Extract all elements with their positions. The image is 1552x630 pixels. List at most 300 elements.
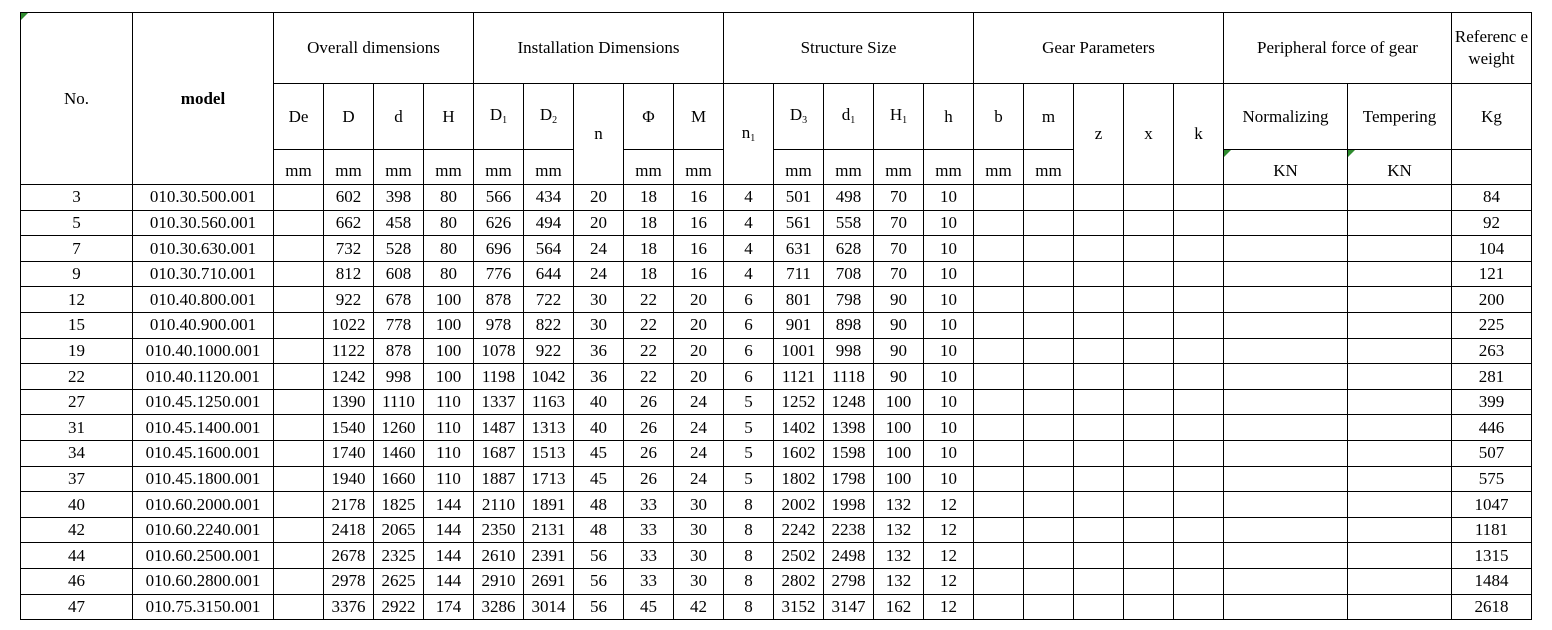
cell-no: 47 — [21, 594, 133, 620]
col-d: d — [374, 84, 424, 150]
cell-D3: 1402 — [774, 415, 824, 441]
cell-D1: 2350 — [474, 517, 524, 543]
cell-h: 12 — [924, 568, 974, 594]
cell-m — [1024, 261, 1074, 287]
cell-n1: 6 — [724, 312, 774, 338]
col-D3 — [774, 84, 824, 150]
cell-tempering — [1348, 261, 1452, 287]
cell-n1: 8 — [724, 492, 774, 518]
cell-tempering — [1348, 466, 1452, 492]
cell-x — [1124, 210, 1174, 236]
cell-De — [274, 261, 324, 287]
cell-z — [1074, 389, 1124, 415]
cell-d: 1110 — [374, 389, 424, 415]
table-row — [21, 543, 1532, 569]
cell-normalizing — [1224, 389, 1348, 415]
cell-n1: 5 — [724, 466, 774, 492]
cell-H: 144 — [424, 517, 474, 543]
cell-H1: 90 — [874, 312, 924, 338]
cell-H: 80 — [424, 261, 474, 287]
cell-n1: 4 — [724, 210, 774, 236]
cell-d1: 998 — [824, 338, 874, 364]
cell-model: 010.60.2800.001 — [133, 568, 274, 594]
cell-H1: 100 — [874, 389, 924, 415]
cell-k — [1174, 312, 1224, 338]
cell-d1: 798 — [824, 287, 874, 313]
header-overall-dimensions: Overall dimensions — [274, 13, 474, 84]
cell-n1: 6 — [724, 287, 774, 313]
cell-m — [1024, 440, 1074, 466]
cell-D1: 978 — [474, 312, 524, 338]
cell-De — [274, 415, 324, 441]
cell-D2: 3014 — [524, 594, 574, 620]
cell-z — [1074, 466, 1124, 492]
cell-h: 10 — [924, 210, 974, 236]
cell-k — [1174, 210, 1224, 236]
cell-M: 16 — [674, 210, 724, 236]
cell-D2: 564 — [524, 236, 574, 262]
cell-kg: 507 — [1452, 440, 1532, 466]
cell-d: 1460 — [374, 440, 424, 466]
cell-D3: 501 — [774, 185, 824, 211]
cell-De — [274, 185, 324, 211]
cell-n: 30 — [574, 312, 624, 338]
cell-m — [1024, 364, 1074, 390]
cell-D1: 776 — [474, 261, 524, 287]
cell-H: 144 — [424, 543, 474, 569]
cell-D2: 1163 — [524, 389, 574, 415]
cell-D: 1740 — [324, 440, 374, 466]
cell-M: 30 — [674, 517, 724, 543]
header-no — [21, 13, 133, 185]
cell-De — [274, 236, 324, 262]
unit-phi: mm — [624, 150, 674, 185]
cell-phi: 26 — [624, 466, 674, 492]
cell-d1: 1998 — [824, 492, 874, 518]
cell-m — [1024, 236, 1074, 262]
cell-phi: 33 — [624, 492, 674, 518]
cell-D: 1540 — [324, 415, 374, 441]
cell-n1: 6 — [724, 364, 774, 390]
cell-b — [974, 210, 1024, 236]
header-no-label: No. — [63, 88, 90, 108]
cell-d1: 2238 — [824, 517, 874, 543]
unit-d1: mm — [824, 150, 874, 185]
col-d1 — [824, 84, 874, 150]
cell-tempering — [1348, 210, 1452, 236]
cell-h: 10 — [924, 185, 974, 211]
col-phi: Φ — [624, 84, 674, 150]
cell-n1: 4 — [724, 236, 774, 262]
cell-kg: 104 — [1452, 236, 1532, 262]
cell-b — [974, 287, 1024, 313]
col-k: k — [1174, 84, 1224, 185]
cell-x — [1124, 287, 1174, 313]
col-De: De — [274, 84, 324, 150]
cell-H: 144 — [424, 492, 474, 518]
unit-D3: mm — [774, 150, 824, 185]
cell-k — [1174, 543, 1224, 569]
cell-no: 44 — [21, 543, 133, 569]
col-z: z — [1074, 84, 1124, 185]
cell-D2: 1713 — [524, 466, 574, 492]
cell-x — [1124, 594, 1174, 620]
table-row — [21, 261, 1532, 287]
cell-x — [1124, 543, 1174, 569]
cell-d: 878 — [374, 338, 424, 364]
cell-d1: 708 — [824, 261, 874, 287]
cell-no: 37 — [21, 466, 133, 492]
cell-z — [1074, 210, 1124, 236]
cell-H: 80 — [424, 236, 474, 262]
cell-m — [1024, 492, 1074, 518]
cell-D2: 494 — [524, 210, 574, 236]
cell-d: 1260 — [374, 415, 424, 441]
cell-m — [1024, 415, 1074, 441]
cell-H: 174 — [424, 594, 474, 620]
cell-H: 100 — [424, 312, 474, 338]
cell-phi: 26 — [624, 440, 674, 466]
cell-D1: 626 — [474, 210, 524, 236]
cell-model: 010.75.3150.001 — [133, 594, 274, 620]
cell-D: 1242 — [324, 364, 374, 390]
cell-d: 778 — [374, 312, 424, 338]
cell-normalizing — [1224, 440, 1348, 466]
cell-x — [1124, 261, 1174, 287]
col-m: m — [1024, 84, 1074, 150]
cell-h: 12 — [924, 543, 974, 569]
cell-d1: 1598 — [824, 440, 874, 466]
table-row — [21, 236, 1532, 262]
cell-normalizing — [1224, 466, 1348, 492]
cell-model: 010.45.1600.001 — [133, 440, 274, 466]
cell-d1: 898 — [824, 312, 874, 338]
cell-kg: 1047 — [1452, 492, 1532, 518]
cell-tempering — [1348, 287, 1452, 313]
cell-tempering — [1348, 594, 1452, 620]
cell-M: 42 — [674, 594, 724, 620]
cell-d1: 3147 — [824, 594, 874, 620]
cell-k — [1174, 568, 1224, 594]
cell-M: 16 — [674, 185, 724, 211]
cell-De — [274, 492, 324, 518]
unit-M: mm — [674, 150, 724, 185]
cell-k — [1174, 440, 1224, 466]
cell-D1: 2110 — [474, 492, 524, 518]
cell-k — [1174, 364, 1224, 390]
cell-D: 662 — [324, 210, 374, 236]
cell-kg: 121 — [1452, 261, 1532, 287]
cell-D: 3376 — [324, 594, 374, 620]
col-D3-subscript: 3 — [802, 115, 808, 127]
cell-H1: 132 — [874, 568, 924, 594]
cell-M: 30 — [674, 543, 724, 569]
cell-z — [1074, 517, 1124, 543]
cell-D: 732 — [324, 236, 374, 262]
cell-M: 30 — [674, 492, 724, 518]
cell-n: 40 — [574, 389, 624, 415]
cell-no: 40 — [21, 492, 133, 518]
cell-no: 46 — [21, 568, 133, 594]
cell-m — [1024, 389, 1074, 415]
cell-phi: 22 — [624, 287, 674, 313]
col-d1-subscript: 1 — [850, 115, 856, 127]
cell-m — [1024, 210, 1074, 236]
col-normalizing: Normalizing — [1224, 84, 1348, 150]
cell-De — [274, 389, 324, 415]
cell-D3: 2242 — [774, 517, 824, 543]
header-reference-weight: Referenc e weight — [1452, 13, 1532, 84]
cell-n: 24 — [574, 236, 624, 262]
cell-D3: 1602 — [774, 440, 824, 466]
cell-k — [1174, 338, 1224, 364]
cell-D1: 1687 — [474, 440, 524, 466]
cell-D3: 631 — [774, 236, 824, 262]
cell-normalizing — [1224, 236, 1348, 262]
cell-b — [974, 440, 1024, 466]
cell-H: 100 — [424, 338, 474, 364]
header-installation-dimensions: Installation Dimensions — [474, 13, 724, 84]
cell-n: 40 — [574, 415, 624, 441]
col-D1-subscript: 1 — [502, 115, 508, 127]
cell-D1: 2610 — [474, 543, 524, 569]
cell-De — [274, 312, 324, 338]
cell-k — [1174, 185, 1224, 211]
cell-D: 2978 — [324, 568, 374, 594]
cell-model: 010.40.1000.001 — [133, 338, 274, 364]
cell-h: 10 — [924, 389, 974, 415]
cell-z — [1074, 236, 1124, 262]
table-row — [21, 389, 1532, 415]
cell-n: 48 — [574, 492, 624, 518]
cell-kg: 575 — [1452, 466, 1532, 492]
cell-phi: 26 — [624, 389, 674, 415]
cell-d1: 2798 — [824, 568, 874, 594]
cell-H1: 70 — [874, 236, 924, 262]
cell-x — [1124, 338, 1174, 364]
unit-D2: mm — [524, 150, 574, 185]
cell-d: 1660 — [374, 466, 424, 492]
cell-h: 10 — [924, 440, 974, 466]
cell-De — [274, 466, 324, 492]
cell-D1: 1487 — [474, 415, 524, 441]
cell-no: 12 — [21, 287, 133, 313]
cell-n: 45 — [574, 466, 624, 492]
cell-b — [974, 517, 1024, 543]
cell-no: 15 — [21, 312, 133, 338]
cell-m — [1024, 517, 1074, 543]
unit-H: mm — [424, 150, 474, 185]
cell-tempering — [1348, 517, 1452, 543]
cell-n: 36 — [574, 338, 624, 364]
cell-z — [1074, 261, 1124, 287]
cell-kg: 92 — [1452, 210, 1532, 236]
cell-D3: 1252 — [774, 389, 824, 415]
cell-no: 27 — [21, 389, 133, 415]
cell-normalizing — [1224, 364, 1348, 390]
cell-n: 24 — [574, 261, 624, 287]
cell-normalizing — [1224, 185, 1348, 211]
cell-D2: 1513 — [524, 440, 574, 466]
cell-H1: 100 — [874, 415, 924, 441]
cell-H1: 90 — [874, 338, 924, 364]
cell-tempering — [1348, 415, 1452, 441]
col-x: x — [1124, 84, 1174, 185]
cell-m — [1024, 287, 1074, 313]
cell-h: 12 — [924, 594, 974, 620]
cell-k — [1174, 389, 1224, 415]
cell-model: 010.40.900.001 — [133, 312, 274, 338]
cell-phi: 18 — [624, 236, 674, 262]
cell-De — [274, 364, 324, 390]
cell-x — [1124, 517, 1174, 543]
cell-model: 010.45.1250.001 — [133, 389, 274, 415]
cell-z — [1074, 594, 1124, 620]
cell-b — [974, 261, 1024, 287]
cell-M: 20 — [674, 364, 724, 390]
cell-D3: 2002 — [774, 492, 824, 518]
cell-normalizing — [1224, 568, 1348, 594]
cell-phi: 18 — [624, 261, 674, 287]
cell-D: 812 — [324, 261, 374, 287]
cell-k — [1174, 594, 1224, 620]
header-peripheral-force: Peripheral force of gear — [1224, 13, 1452, 84]
unit-b: mm — [974, 150, 1024, 185]
cell-x — [1124, 415, 1174, 441]
cell-normalizing — [1224, 492, 1348, 518]
col-b: b — [974, 84, 1024, 150]
cell-d1: 1398 — [824, 415, 874, 441]
cell-x — [1124, 466, 1174, 492]
cell-H1: 100 — [874, 440, 924, 466]
header-model: model — [133, 13, 274, 185]
cell-x — [1124, 568, 1174, 594]
cell-H1: 70 — [874, 210, 924, 236]
unit-H1: mm — [874, 150, 924, 185]
table-row — [21, 517, 1532, 543]
cell-x — [1124, 440, 1174, 466]
cell-tempering — [1348, 364, 1452, 390]
cell-h: 12 — [924, 517, 974, 543]
cell-D1: 878 — [474, 287, 524, 313]
unit-D1: mm — [474, 150, 524, 185]
cell-h: 10 — [924, 261, 974, 287]
col-n1-label: n — [741, 122, 751, 142]
table-row — [21, 415, 1532, 441]
unit-h: mm — [924, 150, 974, 185]
unit-tempering — [1348, 150, 1452, 185]
cell-M: 16 — [674, 261, 724, 287]
cell-d: 528 — [374, 236, 424, 262]
cell-D1: 696 — [474, 236, 524, 262]
cell-H1: 90 — [874, 287, 924, 313]
cell-normalizing — [1224, 287, 1348, 313]
cell-no: 34 — [21, 440, 133, 466]
cell-M: 24 — [674, 389, 724, 415]
cell-z — [1074, 568, 1124, 594]
cell-z — [1074, 415, 1124, 441]
cell-z — [1074, 543, 1124, 569]
cell-H1: 90 — [874, 364, 924, 390]
cell-D2: 1313 — [524, 415, 574, 441]
col-H1-label: H — [889, 105, 903, 125]
table-row — [21, 466, 1532, 492]
cell-normalizing — [1224, 543, 1348, 569]
cell-M: 20 — [674, 338, 724, 364]
cell-x — [1124, 185, 1174, 211]
cell-n1: 8 — [724, 543, 774, 569]
cell-d: 2922 — [374, 594, 424, 620]
cell-b — [974, 415, 1024, 441]
cell-De — [274, 210, 324, 236]
cell-no: 19 — [21, 338, 133, 364]
cell-model: 010.60.2000.001 — [133, 492, 274, 518]
cell-model: 010.60.2240.001 — [133, 517, 274, 543]
cell-D2: 722 — [524, 287, 574, 313]
cell-D1: 1337 — [474, 389, 524, 415]
cell-model: 010.30.630.001 — [133, 236, 274, 262]
cell-d: 678 — [374, 287, 424, 313]
cell-n: 56 — [574, 568, 624, 594]
col-H: H — [424, 84, 474, 150]
cell-M: 20 — [674, 287, 724, 313]
cell-m — [1024, 338, 1074, 364]
cell-H: 110 — [424, 440, 474, 466]
cell-model: 010.60.2500.001 — [133, 543, 274, 569]
cell-n: 30 — [574, 287, 624, 313]
cell-D3: 3152 — [774, 594, 824, 620]
col-D2-label: D — [539, 105, 553, 125]
col-D1-label: D — [489, 105, 503, 125]
cell-D3: 711 — [774, 261, 824, 287]
cell-b — [974, 492, 1024, 518]
cell-De — [274, 594, 324, 620]
cell-h: 10 — [924, 415, 974, 441]
header-structure-size: Structure Size — [724, 13, 974, 84]
cell-b — [974, 236, 1024, 262]
unit-normalizing — [1224, 150, 1348, 185]
cell-kg: 225 — [1452, 312, 1532, 338]
cell-M: 30 — [674, 568, 724, 594]
cell-d1: 498 — [824, 185, 874, 211]
cell-n: 48 — [574, 517, 624, 543]
cell-D1: 566 — [474, 185, 524, 211]
cell-phi: 22 — [624, 312, 674, 338]
col-D2-subscript: 2 — [552, 115, 558, 127]
cell-D1: 3286 — [474, 594, 524, 620]
cell-H: 110 — [424, 389, 474, 415]
col-D1 — [474, 84, 524, 150]
cell-phi: 33 — [624, 543, 674, 569]
cell-kg: 2618 — [1452, 594, 1532, 620]
cell-H: 110 — [424, 466, 474, 492]
cell-D1: 2910 — [474, 568, 524, 594]
table-row — [21, 568, 1532, 594]
col-H1 — [874, 84, 924, 150]
col-tempering: Tempering — [1348, 84, 1452, 150]
cell-model: 010.40.1120.001 — [133, 364, 274, 390]
unit-d: mm — [374, 150, 424, 185]
cell-M: 24 — [674, 440, 724, 466]
cell-M: 16 — [674, 236, 724, 262]
cell-z — [1074, 185, 1124, 211]
cell-kg: 1484 — [1452, 568, 1532, 594]
cell-h: 10 — [924, 338, 974, 364]
cell-model: 010.30.710.001 — [133, 261, 274, 287]
cell-D1: 1078 — [474, 338, 524, 364]
cell-De — [274, 568, 324, 594]
cell-tempering — [1348, 236, 1452, 262]
